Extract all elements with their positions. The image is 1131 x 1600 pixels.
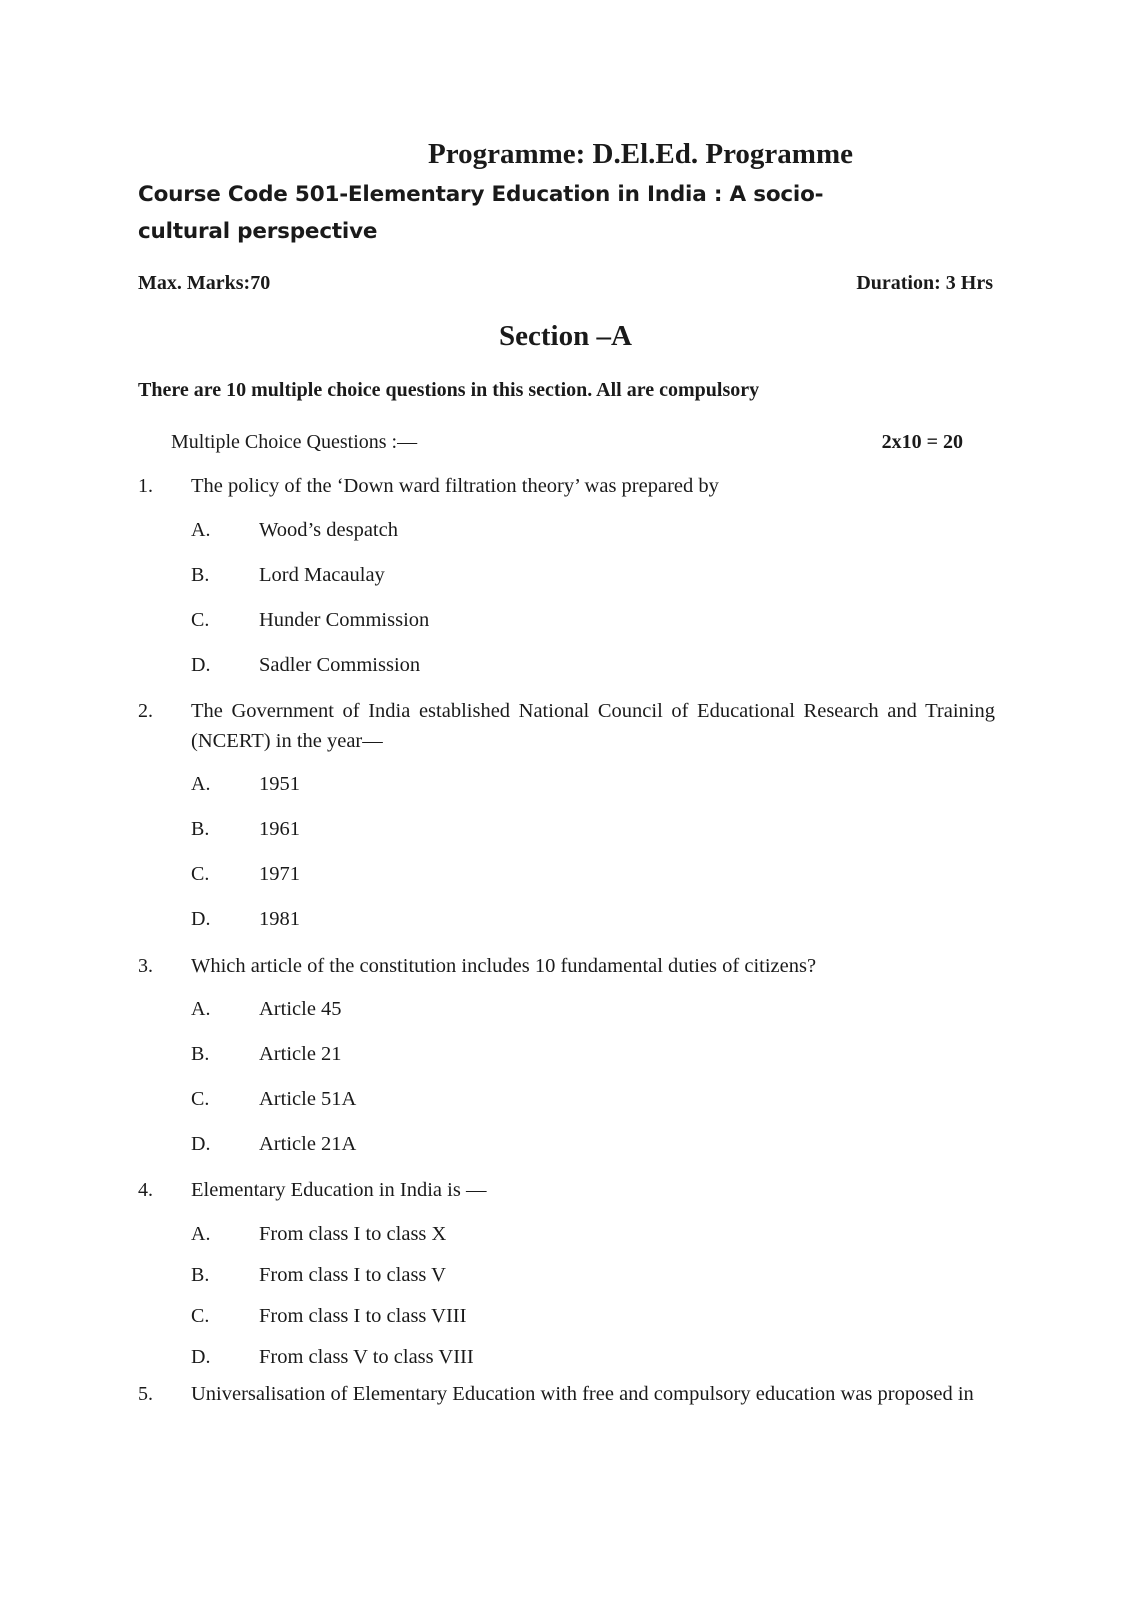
option-text: From class I to class X: [259, 1223, 447, 1245]
option-letter: C.: [191, 609, 210, 631]
option-letter: D.: [191, 1346, 211, 1368]
mcq-marks: 2x10 = 20: [881, 431, 963, 453]
option-text: Wood’s despatch: [259, 519, 398, 541]
option-text: 1951: [259, 773, 300, 795]
option-letter: A.: [191, 998, 211, 1020]
option-text: Article 21: [259, 1043, 342, 1065]
option-letter: B.: [191, 1264, 210, 1286]
question-text: Which article of the constitution includes 10 fundamental duties of citizens?: [191, 955, 817, 977]
max-marks: Max. Marks:70: [138, 272, 271, 294]
question-number: 2.: [138, 700, 153, 722]
question-number: 3.: [138, 955, 153, 977]
option-letter: D.: [191, 654, 211, 676]
duration: Duration: 3 Hrs: [856, 272, 993, 294]
mcq-label: Multiple Choice Questions :—: [171, 431, 418, 453]
option-letter: B.: [191, 1043, 210, 1065]
option-letter: A.: [191, 519, 211, 541]
option-text: From class I to class V: [259, 1264, 446, 1286]
option-text: Article 51A: [259, 1088, 357, 1110]
section-instruction: There are 10 multiple choice questions in this section. All are compulsory: [138, 379, 760, 401]
option-letter: A.: [191, 1223, 211, 1245]
option-letter: C.: [191, 1088, 210, 1110]
option-text: Sadler Commission: [259, 654, 421, 676]
option-text: 1981: [259, 908, 300, 930]
option-letter: C.: [191, 1305, 210, 1327]
option-letter: B.: [191, 818, 210, 840]
option-text: Article 21A: [259, 1133, 357, 1155]
option-letter: D.: [191, 908, 211, 930]
option-text: 1961: [259, 818, 300, 840]
question-text: Elementary Education in India is —: [191, 1179, 487, 1201]
question-text: The Government of India established National Council of Educational Research and Training (NCERT) in the year—: [191, 700, 995, 752]
question-number: 1.: [138, 475, 153, 497]
option-text: 1971: [259, 863, 300, 885]
course-code-title: Course Code 501-Elementary Education in India : A socio-cultural perspective: [138, 182, 824, 244]
option-letter: A.: [191, 773, 211, 795]
option-text: Article 45: [259, 998, 342, 1020]
option-letter: C.: [191, 863, 210, 885]
option-letter: B.: [191, 564, 210, 586]
question-number: 5.: [138, 1383, 153, 1405]
section-title: Section –A: [499, 320, 632, 352]
question-text: Universalisation of Elementary Education with free and compulsory education was proposed in: [191, 1383, 974, 1405]
option-text: Hunder Commission: [259, 609, 430, 631]
option-letter: D.: [191, 1133, 211, 1155]
option-text: From class V to class VIII: [259, 1346, 474, 1368]
option-text: From class I to class VIII: [259, 1305, 467, 1327]
programme-title: Programme: D.El.Ed. Programme: [428, 138, 853, 170]
option-text: Lord Macaulay: [259, 564, 385, 586]
question-number: 4.: [138, 1179, 153, 1201]
question-text: The policy of the ‘Down ward filtration theory’ was prepared by: [191, 475, 719, 497]
